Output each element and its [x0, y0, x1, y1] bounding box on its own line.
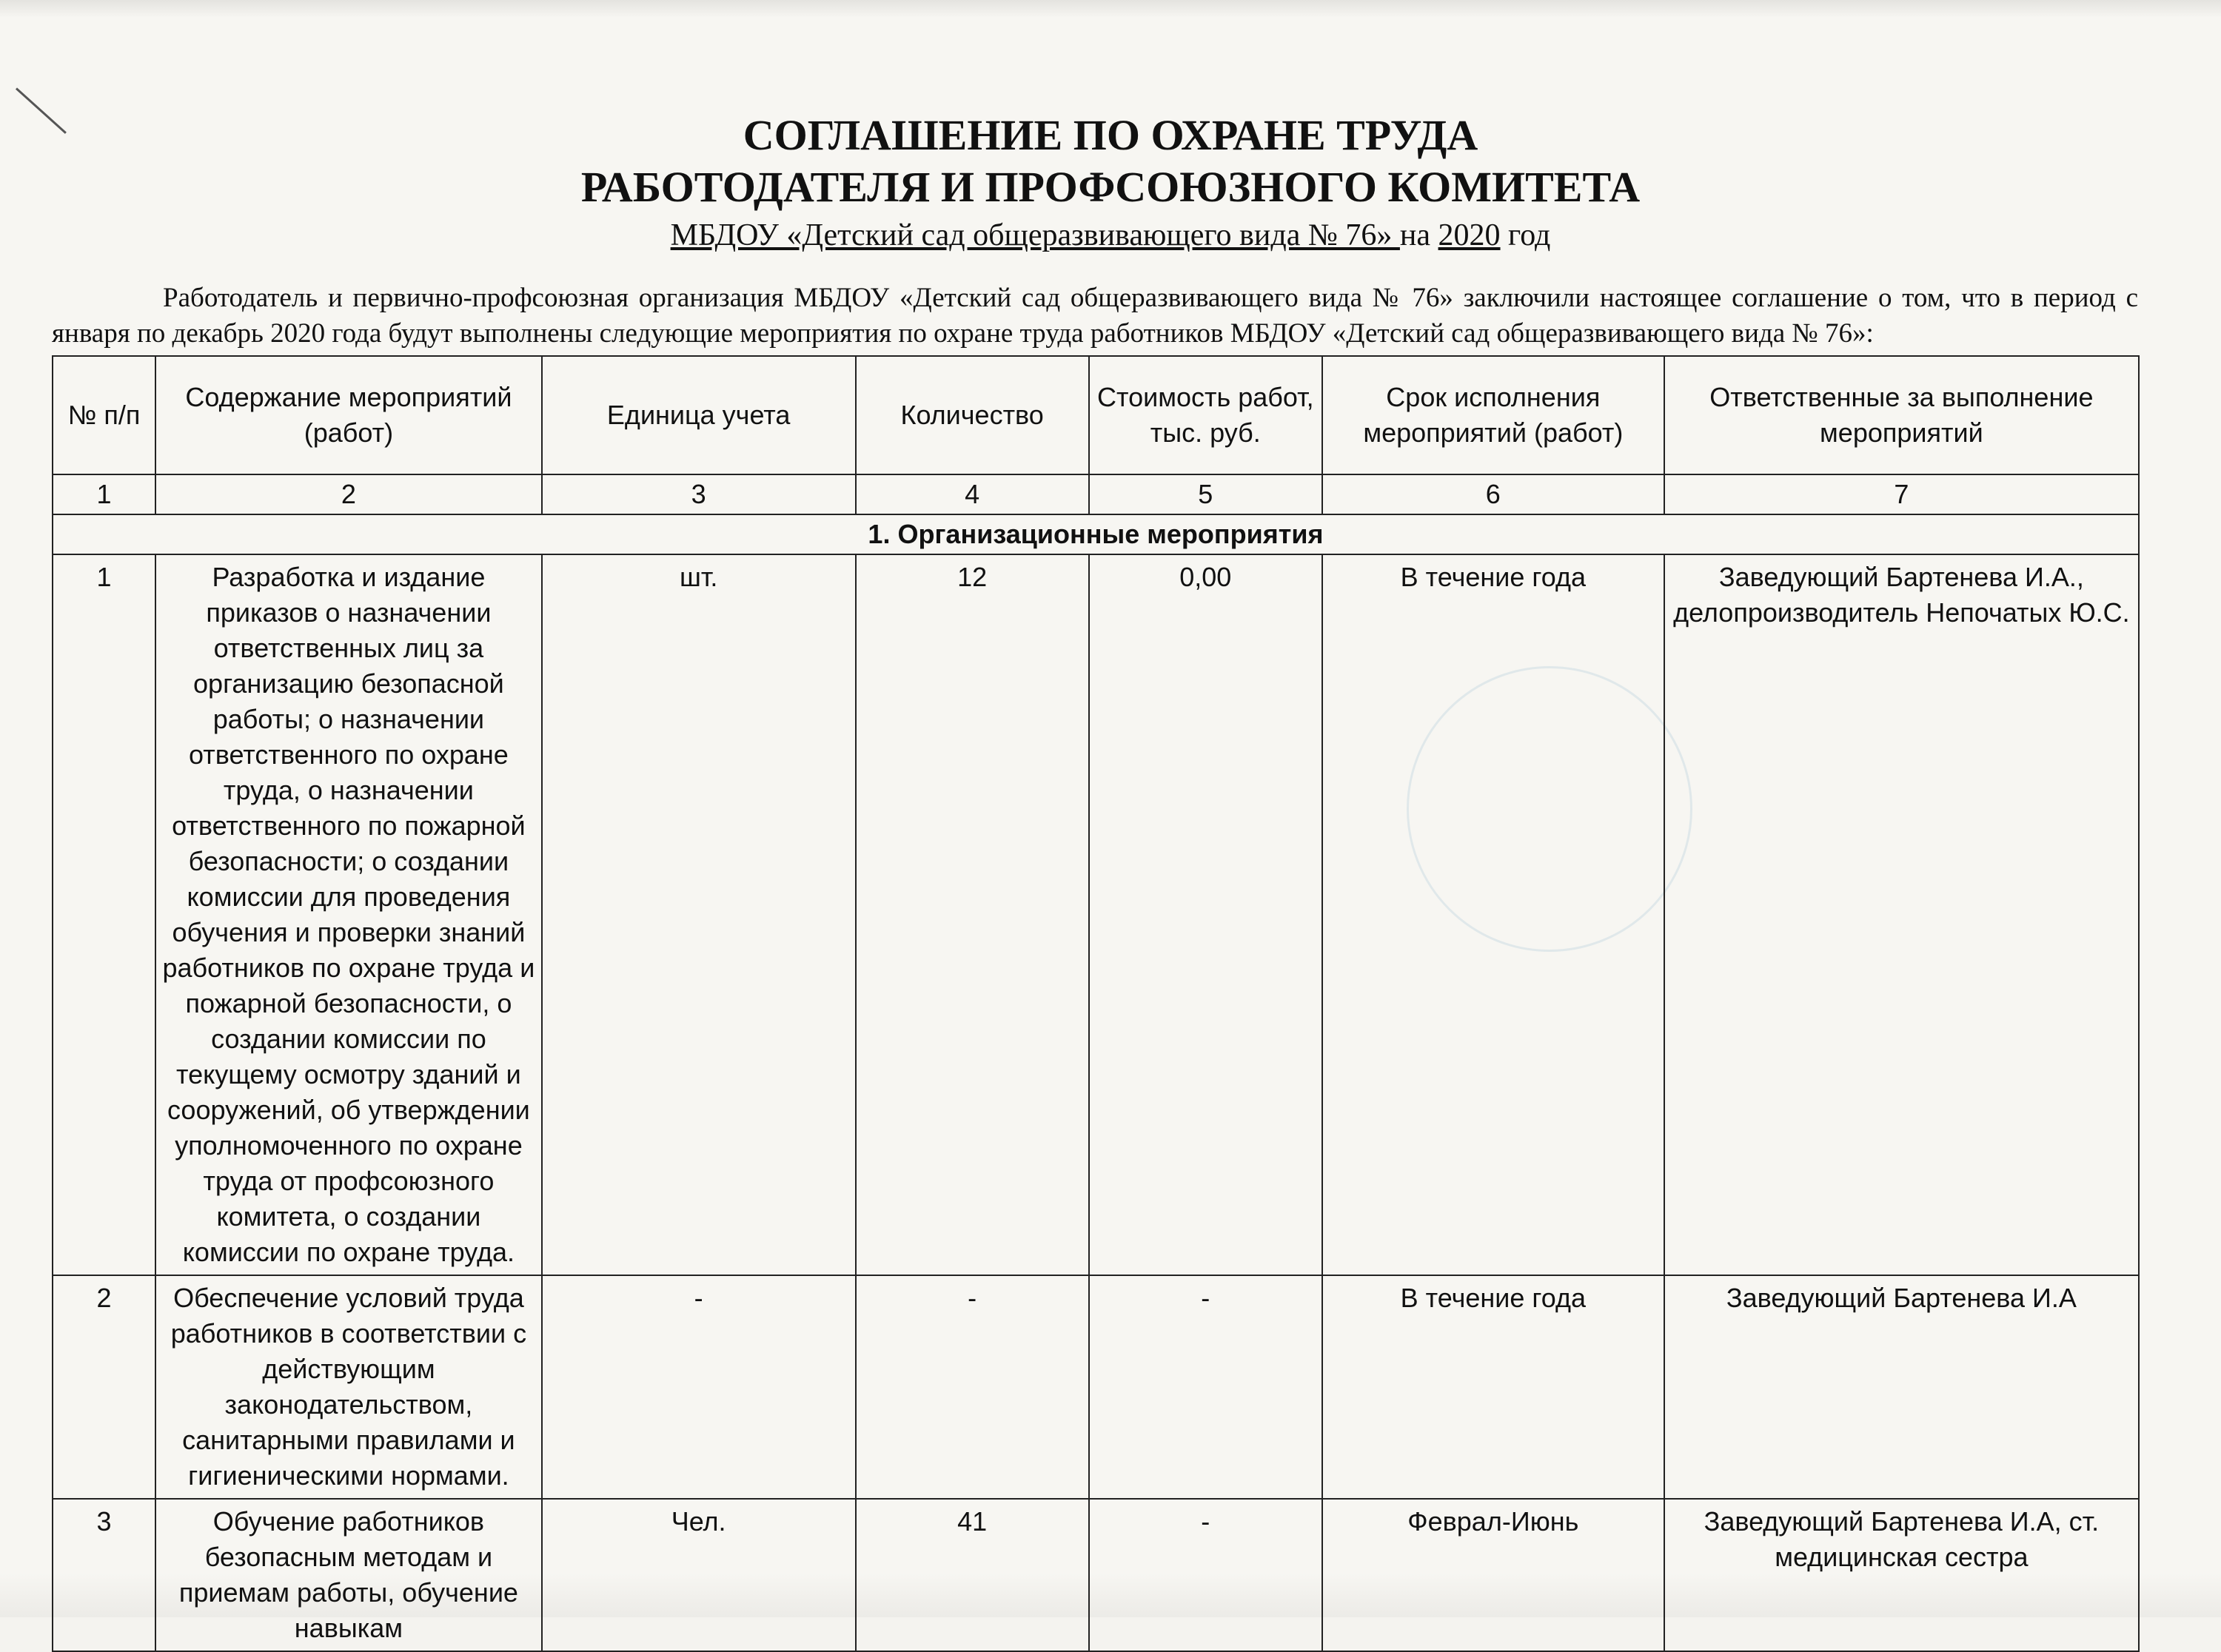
scan-shadow-top	[0, 0, 2221, 18]
table-row	[53, 554, 2139, 1275]
subtitle-on: на	[1399, 218, 1438, 252]
table-row	[53, 1499, 2139, 1651]
column-number: 5	[1089, 474, 1322, 514]
column-number: 6	[1322, 474, 1664, 514]
measures-table	[52, 355, 2140, 1652]
intro-paragraph: Работодатель и первично-профсоюзная организация МБДОУ «Детский сад общеразвивающего вида № 76» заключили настоящее соглашение о том, что в период с января по декабрь 2020 года будут выполнены следующие мероприятия по охране труда работников МБДОУ «Детский сад общеразвивающего вида № 76»:	[52, 283, 2138, 349]
row-unit: шт.	[542, 554, 856, 1275]
row-resp: Заведующий Бартенева И.А, ст. медицинская сестра	[1664, 1499, 2139, 1651]
row-unit: Чел.	[542, 1499, 856, 1651]
subtitle-suffix: год	[1500, 218, 1551, 252]
row-resp: Заведующий Бартенева И.А	[1664, 1275, 2139, 1499]
table-header-row	[53, 356, 2139, 474]
header-qty: Количество	[856, 356, 1089, 474]
row-content: Обучение работников безопасным методам и приемам работы, обучение навыкам	[155, 1499, 542, 1651]
row-qty: 41	[856, 1499, 1089, 1651]
row-resp: Заведующий Бартенева И.А., делопроизводитель Непочатых Ю.С.	[1664, 554, 2139, 1275]
row-content: Обеспечение условий труда работников в соответствии с действующим законодательством, санитарными правилами и гигиеническими нормами.	[155, 1275, 542, 1499]
row-cost: 0,00	[1089, 554, 1322, 1275]
row-cost: -	[1089, 1499, 1322, 1651]
header-content: Содержание мероприятий (работ)	[155, 356, 542, 474]
column-number-row	[53, 474, 2139, 514]
row-content: Разработка и издание приказов о назначении ответственных лиц за организацию безопасной работы; о назначении ответственного по охране труда, о назначении ответственного по пожарной безопасности; о создании комиссии для проведения обучения и проверки знаний работников по охране труда и пожарной безопасности, о создании комиссии по текущему осмотру зданий и сооружений, об утверждении уполномоченного по охране труда от профсоюзного комитета, о создании комиссии по охране труда.	[155, 554, 542, 1275]
section-title: 1. Организационные мероприятия	[53, 514, 2139, 554]
document-title-line-1: СОГЛАШЕНИЕ ПО ОХРАНЕ ТРУДА	[743, 111, 1478, 159]
header-num: № п/п	[53, 356, 155, 474]
header-resp: Ответственные за выполнение мероприятий	[1664, 356, 2139, 474]
row-term: Феврал-Июнь	[1322, 1499, 1664, 1651]
column-number: 4	[856, 474, 1089, 514]
row-cost: -	[1089, 1275, 1322, 1499]
section-row	[53, 514, 2139, 554]
column-number: 3	[542, 474, 856, 514]
row-qty: 12	[856, 554, 1089, 1275]
document-title-line-2: РАБОТОДАТЕЛЯ И ПРОФСОЮЗНОГО КОМИТЕТА	[580, 163, 1641, 211]
document-subtitle	[0, 216, 2221, 255]
row-qty: -	[856, 1275, 1089, 1499]
row-term: В течение года	[1322, 1275, 1664, 1499]
column-number: 2	[155, 474, 542, 514]
subtitle-year: 2020	[1438, 218, 1501, 252]
row-unit: -	[542, 1275, 856, 1499]
row-num: 1	[53, 554, 155, 1275]
row-term: В течение года	[1322, 554, 1664, 1275]
row-num: 2	[53, 1275, 155, 1499]
header-term: Срок исполнения мероприятий (работ)	[1322, 356, 1664, 474]
table-row	[53, 1275, 2139, 1499]
column-number: 1	[53, 474, 155, 514]
subtitle-org: МБДОУ «Детский сад общеразвивающего вида № 76»	[670, 218, 1400, 252]
row-num: 3	[53, 1499, 155, 1651]
header-unit: Единица учета	[542, 356, 856, 474]
column-number: 7	[1664, 474, 2139, 514]
header-cost: Стоимость работ, тыс. руб.	[1089, 356, 1322, 474]
